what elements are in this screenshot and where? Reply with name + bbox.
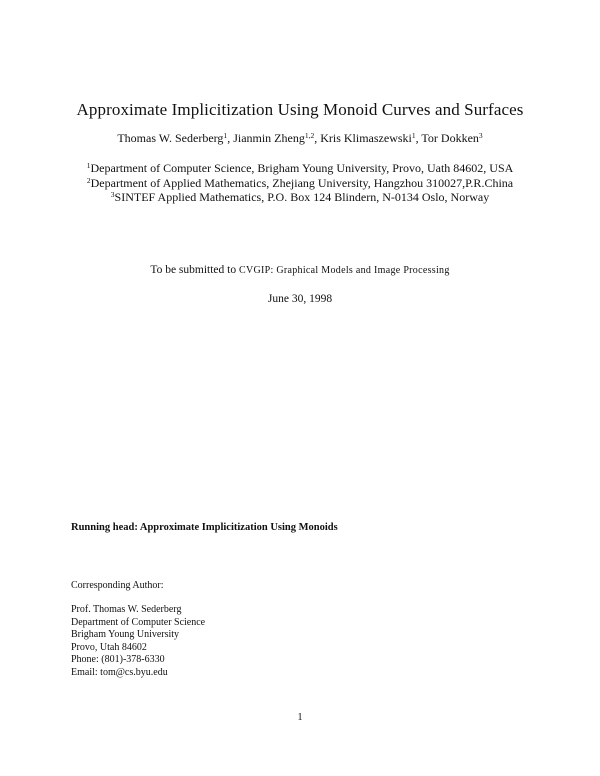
author-name: Tor Dokken (421, 131, 479, 145)
address-line: Department of Computer Science (71, 616, 206, 628)
author-name: Thomas W. Sederberg (117, 131, 224, 145)
corresponding-author-label: Corresponding Author: (71, 580, 164, 591)
affiliation (0, 190, 600, 205)
address-line: Provo, Utah 84602 (71, 641, 147, 653)
author-affil-mark: 1 (411, 131, 416, 140)
affiliation-list (0, 161, 600, 205)
submission-prefix: To be submitted to (150, 264, 237, 276)
affiliation-text: Department of Applied Mathematics, Zhejiang University, Hangzhou 310027,P.R.China (90, 175, 514, 190)
affiliation-text: SINTEF Applied Mathematics, P.O. Box 124 Blindern, N-0134 Oslo, Norway (114, 190, 490, 204)
affiliation-mark: 2 (86, 175, 91, 185)
paper-date: June 30, 1998 (267, 293, 333, 305)
affiliation-mark: 1 (86, 161, 91, 170)
affiliation-text: Department of Computer Science, Brigham Young University, Provo, Uath 84602, USA (90, 161, 514, 175)
submission-note (0, 264, 600, 276)
author-affil-mark: 1,2 (304, 131, 315, 140)
running-head: Running head: Approximate Implicitization Using Monoids (71, 522, 338, 533)
address-line: Prof. Thomas W. Sederberg (71, 604, 182, 615)
author-name: Jianmin Zheng (233, 131, 305, 145)
address-line: Phone: (801)-378-6330 (71, 654, 165, 666)
corresponding-author-address (71, 604, 205, 680)
affiliation-mark: 3 (110, 190, 115, 199)
author-name: Kris Klimaszewski (320, 131, 412, 145)
page-number: 1 (297, 712, 303, 723)
affiliation (0, 176, 600, 191)
paper-title: Approximate Implicitization Using Monoid Curves and Surfaces (76, 100, 524, 119)
address-line: Brigham Young University (71, 629, 180, 641)
address-line: Email: tom@cs.byu.edu (71, 666, 168, 678)
author-affil-mark: 3 (478, 131, 483, 140)
author-list: Thomas W. Sederberg$^1$, Jianmin Zheng$^{1,2}$, Kris Klimaszewski$^1$, Tor Dokken$^3$ (117, 131, 483, 145)
author-affil-mark: 1 (223, 131, 228, 140)
affiliation (0, 161, 600, 176)
submission-journal: CVGIP: Graphical Models and Image Processing (238, 265, 450, 276)
